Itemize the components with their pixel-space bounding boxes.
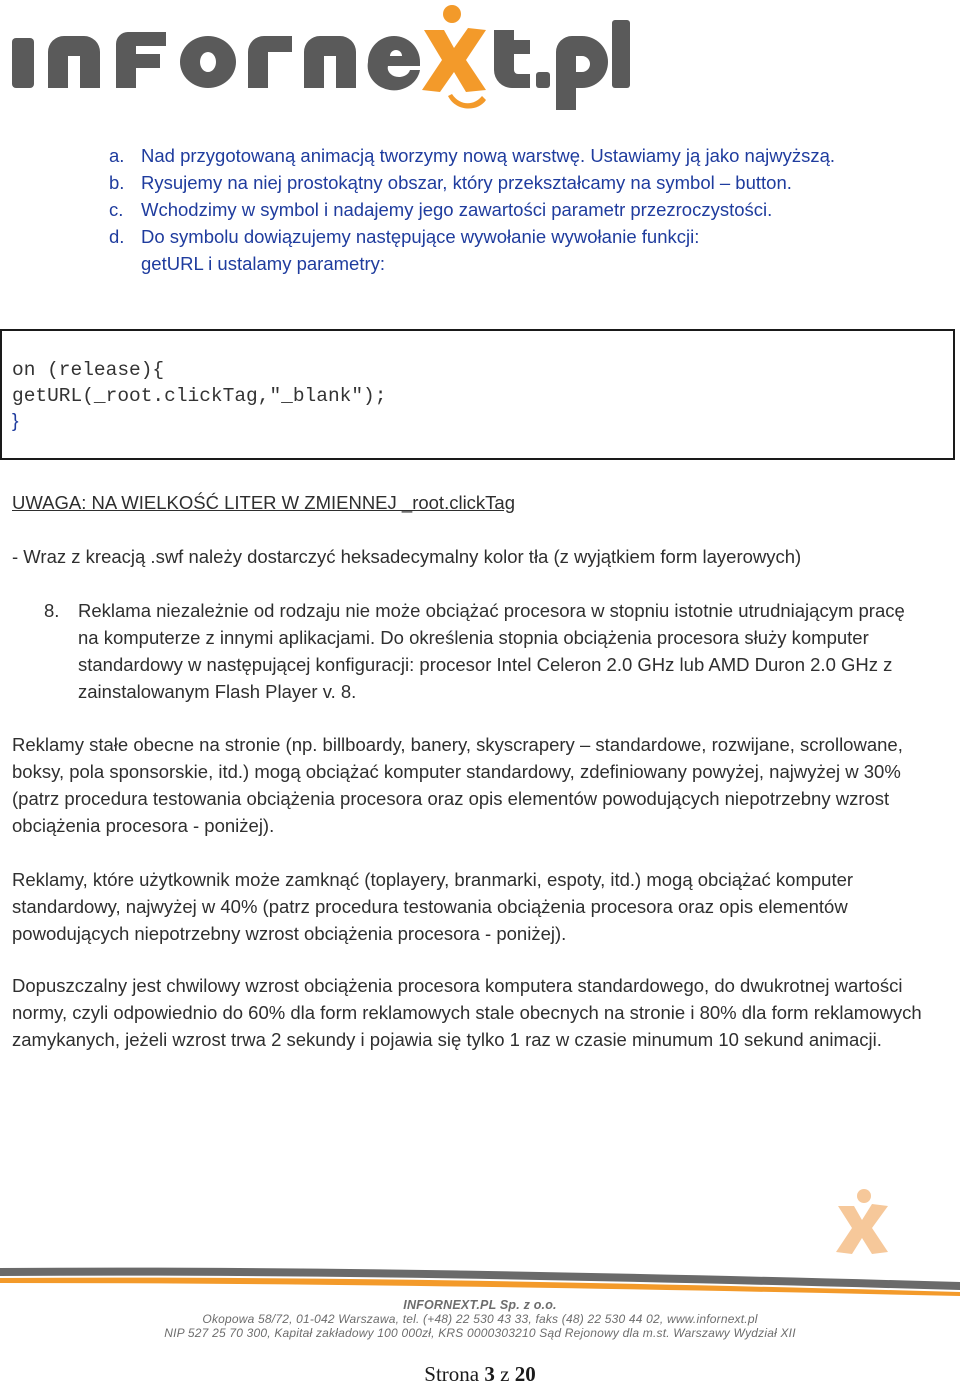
code-block — [0, 329, 955, 460]
steps-list — [109, 142, 939, 277]
step-text-continuation: getURL i ustalamy parametry: — [141, 253, 386, 274]
step-d — [109, 223, 939, 250]
logo-figure-icon — [422, 5, 486, 109]
paragraph-closable-ads: Reklamy, które użytkownik może zamknąć (toplayery, branmarki, espoty, itd.) mogą obciążać komputer standardowy, najwyżej w 40% (patrz procedura testowania obciążenia procesora oraz opis elementów powodujących niepotrzebny wzrost obciążenia procesora - poniżej). — [12, 869, 854, 944]
footer-address-line-2: NIP 527 25 70 300, Kapitał zakładowy 100 000zł, KRS 0000303210 Sąd Rejonowy dla m.st. Warszawy Wydział XII — [164, 1326, 796, 1340]
step-marker: c. — [109, 199, 124, 220]
page-number — [0, 1362, 960, 1387]
logo-graphic — [8, 0, 633, 118]
step-text: Do symbolu dowiązujemy następujące wywołanie wywołanie funkcji: — [141, 226, 700, 247]
step-text: Rysujemy na niej prostokątny obszar, który przekształcamy na symbol – button. — [141, 172, 792, 193]
footer-address-line-1: Okopowa 58/72, 01-042 Warszawa, tel. (+48) 22 530 43 33, faks (48) 22 530 44 02, www.infornext.pl — [202, 1312, 758, 1326]
step-marker: a. — [109, 145, 125, 166]
step-a — [109, 142, 939, 169]
step-b — [109, 169, 939, 196]
page-current: 3 — [484, 1362, 495, 1386]
code-line-3: } — [12, 410, 19, 432]
code-listing — [12, 358, 386, 436]
page-separator: z — [500, 1362, 510, 1386]
step-text: Wchodzimy w symbol i nadajemy jego zawartości parametr przezroczystości. — [141, 199, 773, 220]
warning-text: UWAGA: NA WIELKOŚĆ LITER W ZMIENNEJ _root.clickTag — [12, 492, 516, 513]
step-text: Nad przygotowaną animacją tworzymy nową warstwę. Ustawiamy ją jako najwyższą. — [141, 145, 836, 166]
background-color-note: - Wraz z kreacją .swf należy dostarczyć heksadecymalny kolor tła (z wyjątkiem form layerowych) — [12, 546, 802, 567]
item-text: Reklama niezależnie od rodzaju nie może obciążać procesora w stopniu istotnie utrudniającym pracę na komputerze z innymi aplikacjami. Do określenia stopnia obciążenia procesora służy komputer standardowy w następującej konfiguracji: procesor Intel Celeron 2.0 GHz lub AMD Duron 2.0 GHz z zainstalowanym Flash Player v. 8. — [78, 600, 905, 702]
item-number: 8. — [44, 600, 60, 621]
step-c — [109, 196, 939, 223]
code-line-1: on (release){ — [12, 359, 165, 381]
code-line-2: getURL(_root.clickTag,"_blank"); — [12, 384, 387, 407]
footer-company: INFORNEXT.PL Sp. z o.o. — [403, 1298, 557, 1312]
paragraph-static-ads: Reklamy stałe obecne na stronie (np. billboardy, banery, skyscrapery – standardowe, rozwijane, scrollowane, boksy, pola sponsorskie, itd.) mogą obciążać komputer standardowy, zdefiniowany powyżej, najwyżej w 30% (patrz procedura testowania obciążenia procesora oraz opis elementów powodujących niepotrzebny wzrost obciążenia procesora - poniżej). — [12, 734, 903, 836]
infornext-logo — [8, 0, 633, 118]
step-marker: b. — [109, 172, 125, 193]
paragraph-peak-load: Dopuszczalny jest chwilowy wzrost obciążenia procesora komputera standardowego, do dwukrotnej wartości normy, czyli odpowiednio do 60% dla form reklamowych stale obecnych na stronie i 80% dla form reklamowych zamykanych, jeżeli wzrost trwa 2 sekundy i pojawia się tylko 1 raz w czasie minumum 10 sekund animacji. — [12, 975, 922, 1050]
list-item-8 — [44, 597, 924, 705]
page-label: Strona — [424, 1362, 480, 1386]
step-marker: d. — [109, 226, 125, 247]
step-d-continuation — [109, 250, 939, 277]
page-total: 20 — [514, 1362, 536, 1386]
